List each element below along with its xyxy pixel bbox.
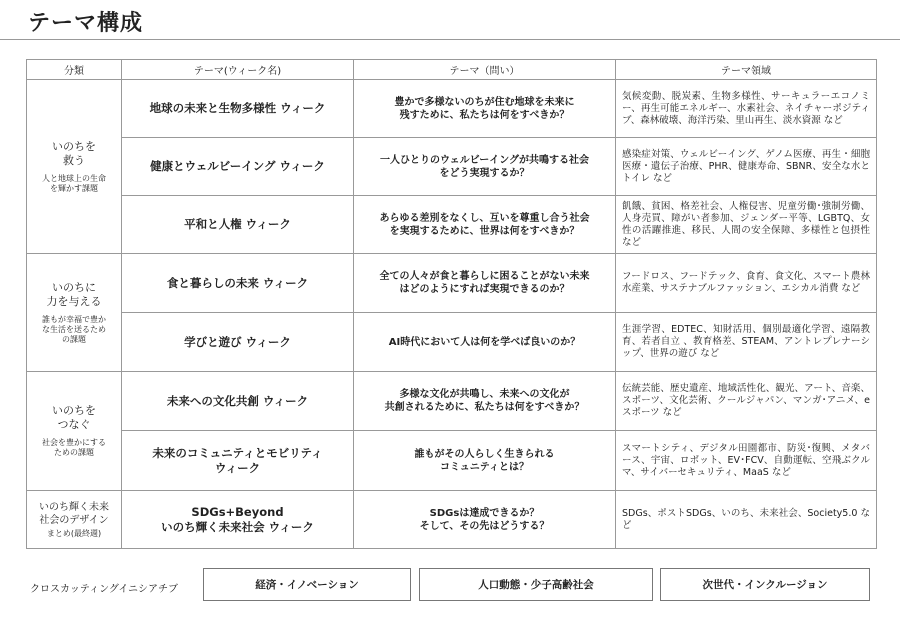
header-week-name: テーマ(ウィーク名) (122, 60, 354, 80)
theme-table (26, 59, 877, 549)
category-sublabel: 誰もが幸福で豊か な生活を送るため の課題 (42, 314, 106, 344)
initiative-economy-innovation: 経済・イノベーション (203, 568, 411, 601)
week-name: SDGs+Beyond いのち輝く未来社会 ウィーク (122, 491, 354, 549)
category-cell (27, 491, 122, 549)
table-header-row (27, 60, 877, 80)
theme-question: 誰もがその人らしく生きられる コミュニティとは？ (354, 431, 616, 491)
week-name: 学びと遊び ウィーク (122, 313, 354, 372)
theme-domain: 伝統芸能、歴史遺産、地域活性化、観光、アート、音楽、スポーツ、文化芸術、クールジャパン、マンガ･アニメ、eスポーツ など (616, 372, 877, 431)
category-cell (27, 80, 122, 254)
cross-cutting-label: クロスカッティングイニシアチブ (30, 584, 178, 595)
table-row (27, 254, 877, 313)
header-category: 分類 (27, 60, 122, 80)
theme-domain: 感染症対策、ウェルビーイング、ゲノム医療、再生・細胞医療・遺伝子治療、PHR、健康寿命、SBNR、安全な水とトイレ など (616, 138, 877, 196)
week-name: 健康とウェルビーイング ウィーク (122, 138, 354, 196)
category-cell (27, 372, 122, 491)
header-domain: テーマ領域 (616, 60, 877, 80)
category-label: いのちを つなぐ (52, 404, 96, 431)
theme-question: 多様な文化が共鳴し、未来への文化が 共創されるために、私たちは何をすべきか？ (354, 372, 616, 431)
theme-domain: SDGs、ポストSDGs、いのち、未来社会、Society5.0 など (616, 491, 877, 549)
category-label: いのちを 救う (52, 139, 96, 167)
category-sublabel: 社会を豊かにする ための課題 (42, 438, 106, 457)
title-divider (0, 39, 900, 40)
table-row (27, 491, 877, 549)
table-row (27, 431, 877, 491)
category-label: いのち輝く未来 社会のデザイン (39, 501, 109, 526)
theme-domain: 気候変動、脱炭素、生物多様性、サーキュラーエコノミー、再生可能エネルギー、水素社会、ネイチャーポジティブ、森林破壊、海洋汚染、里山再生、淡水資源 など (616, 80, 877, 138)
theme-domain: 飢餓、貧困、格差社会、人権侵害、児童労働･強制労働、人身売買、障がい者参加、ジェンダー平等、LGBTQ、女性の活躍推進、移民、人間の安全保障、多様性と包摂性 など (616, 196, 877, 254)
week-name: 未来のコミュニティとモビリティ ウィーク (122, 431, 354, 491)
initiative-next-generation-inclusion: 次世代・インクルージョン (660, 568, 870, 601)
week-name: 未来への文化共創 ウィーク (122, 372, 354, 431)
table-row (27, 313, 877, 372)
theme-question: 一人ひとりのウェルビーイングが共鳴する社会 をどう実現するか？ (354, 138, 616, 196)
table-row (27, 372, 877, 431)
header-question: テーマ（問い） (354, 60, 616, 80)
initiative-demographics: 人口動態・少子高齢社会 (419, 568, 653, 601)
category-sublabel: 人と地球上の生命 を輝かす課題 (42, 173, 106, 193)
theme-question: 全ての人々が食と暮らしに困ることがない未来 はどのようにすれば実現できるのか？ (354, 254, 616, 313)
table-row (27, 196, 877, 254)
theme-domain: スマートシティ、デジタル田園都市、防災･復興、メタバース、宇宙、ロボット、EV･FCV、自動運転、空飛ぶクルマ、サイバーセキュリティ、MaaS など (616, 431, 877, 491)
week-name: 食と暮らしの未来 ウィーク (122, 254, 354, 313)
week-name: 地球の未来と生物多様性 ウィーク (122, 80, 354, 138)
category-sublabel: まとめ(最終週) (46, 528, 102, 538)
theme-domain: 生涯学習、EDTEC、知財活用、個別最適化学習、遠隔教育、若者自立 、教育格差、STEAM、アントレプレナーシップ、世界の遊び など (616, 313, 877, 372)
table-row (27, 80, 877, 138)
theme-question: 豊かで多様ないのちが住む地球を未来に 残すために、私たちは何をすべきか？ (354, 80, 616, 138)
theme-domain: フードロス、フードテック、食育、食文化、スマート農林水産業、サステナブルファッション、エシカル消費 など (616, 254, 877, 313)
page-title: テーマ構成 (28, 11, 144, 36)
theme-question: AI時代において人は何を学べば良いのか？ (354, 313, 616, 372)
theme-question: あらゆる差別をなくし、互いを尊重し合う社会 を実現するために、世界は何をすべきか？ (354, 196, 616, 254)
theme-question: SDGsは達成できるか？ そして、その先はどうする？ (354, 491, 616, 549)
week-name: 平和と人権 ウィーク (122, 196, 354, 254)
table-row (27, 138, 877, 196)
category-label: いのちに 力を与える (46, 280, 102, 308)
category-cell (27, 254, 122, 372)
